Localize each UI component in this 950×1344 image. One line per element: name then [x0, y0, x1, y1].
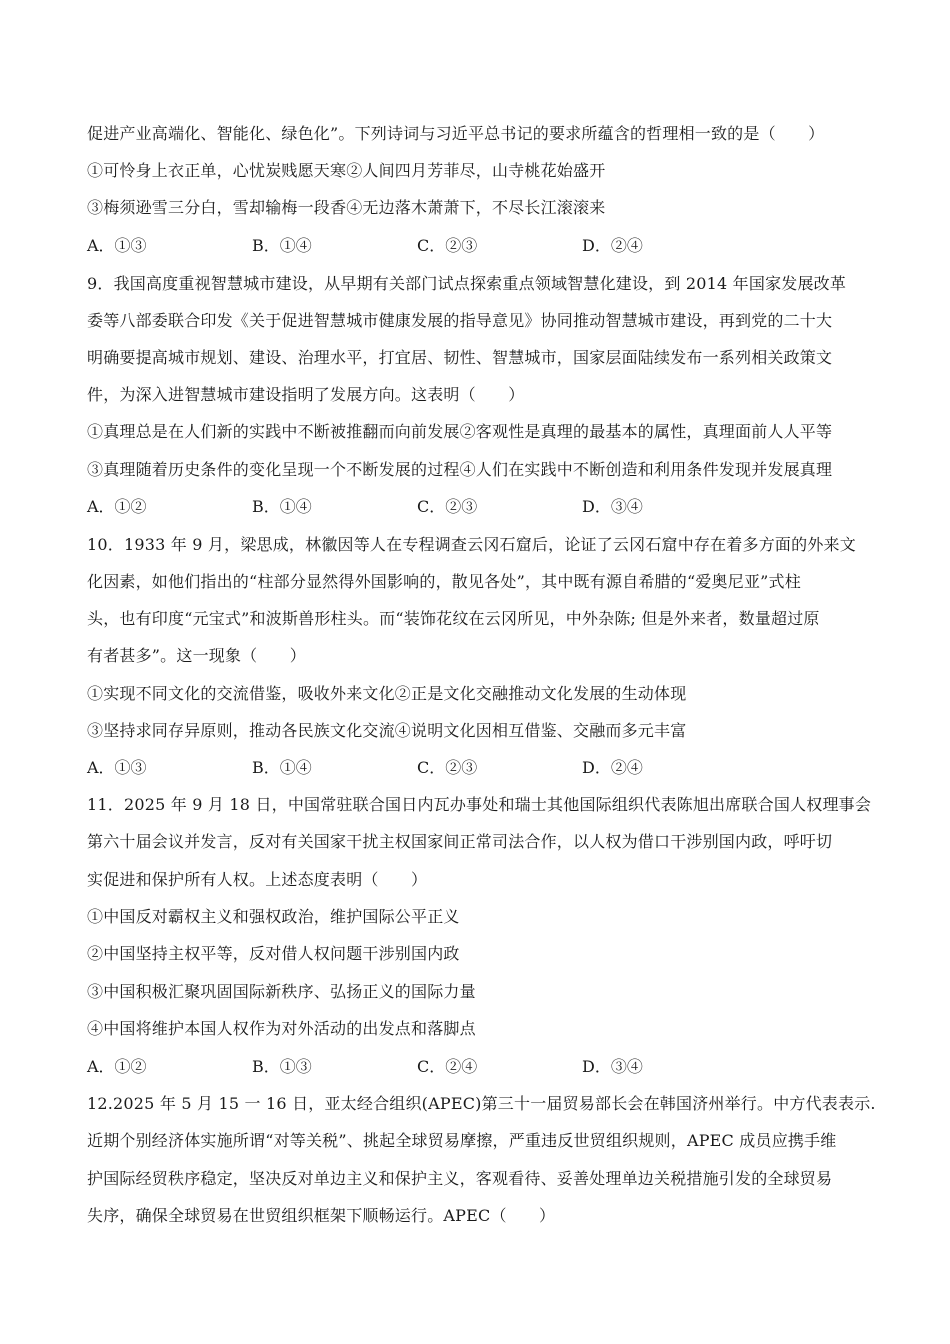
q9-stem-line: 9．我国高度重视智慧城市建设，从早期有关部门试点探索重点领域智慧化建设，到 2014 年国家发展改革	[87, 274, 847, 293]
q11-choice: ③中国积极汇聚巩固国际新秩序、弘扬正义的国际力量	[87, 982, 476, 1001]
q9-stem-line: 委等八部委联合印发《关于促进智慧城市健康发展的指导意见》协同推动智慧城市建设，再到党的二十大	[87, 311, 833, 330]
q10-stem-line: 头，也有印度“元宝式”和波斯兽形柱头。而“装饰花纹在云冈所见，中外杂陈; 但是外来者，数量超过原	[87, 609, 820, 628]
q11-choice: ①中国反对霸权主义和强权政治，维护国际公平正义	[87, 907, 460, 926]
q11-stem-line: 11．2025 年 9 月 18 日，中国常驻联合国日内瓦办事处和瑞士其他国际组织代表陈旭出席联合国人权理事会	[87, 795, 872, 814]
q9-option-d[interactable]: D．③④	[582, 497, 643, 516]
q11-option-c[interactable]: C．②④	[417, 1057, 478, 1076]
q8-option-d[interactable]: D．②④	[582, 236, 643, 255]
q9-option-a[interactable]: A．①②	[87, 497, 147, 516]
q9-option-b[interactable]: B．①④	[252, 497, 312, 516]
q8-stem: 促进产业高端化、智能化、绿色化”。下列诗词与习近平总书记的要求所蕴含的哲理相一致的是（ ）	[87, 124, 825, 143]
q11-stem-line: 第六十届会议并发言，反对有关国家干扰主权国家间正常司法合作，以人权为借口干涉别国内政，呼吁切	[87, 832, 833, 851]
q11-choice: ④中国将维护本国人权作为对外活动的出发点和落脚点	[87, 1019, 476, 1038]
q12-stem-line: 护国际经贸秩序稳定，坚决反对单边主义和保护主义，客观看待、妥善处理单边关税措施引发的全球贸易	[87, 1169, 833, 1188]
q11-option-a[interactable]: A．①②	[87, 1057, 147, 1076]
q12-stem-line: 失序，确保全球贸易在世贸组织框架下顺畅运行。APEC（ ）	[87, 1206, 556, 1225]
q8-choices-2: ③梅须逊雪三分白，雪却输梅一段香④无边落木萧萧下，不尽长江滚滚来	[87, 198, 606, 217]
q10-stem-line: 化因素，如他们指出的“柱部分显然得外国影响的，散见各处”，其中既有源自希腊的“爱奥尼亚”式柱	[87, 572, 801, 591]
q8-option-a[interactable]: A．①③	[87, 236, 147, 255]
q10-choices-1: ①实现不同文化的交流借鉴，吸收外来文化②正是文化交融推动文化发展的生动体现	[87, 684, 687, 703]
q9-choices-1: ①真理总是在人们新的实践中不断被推翻而向前发展②客观性是真理的最基本的属性，真理面前人人平等	[87, 422, 833, 441]
q12-stem-line: 12.2025 年 5 月 15 一 16 日，亚太经合组织(APEC)第三十一届贸易部长会在韩国济州举行。中方代表表示.	[87, 1094, 876, 1113]
q11-option-d[interactable]: D．③④	[582, 1057, 643, 1076]
q11-choice: ②中国坚持主权平等，反对借人权问题干涉别国内政	[87, 944, 460, 963]
q12-stem-line: 近期个别经济体实施所谓“对等关税”、挑起全球贸易摩擦，严重违反世贸组织规则，APEC 成员应携手维	[87, 1131, 837, 1150]
q10-option-b[interactable]: B．①④	[252, 758, 312, 777]
q8-choices-1: ①可怜身上衣正单，心忧炭贱愿天寒②人间四月芳菲尽，山寺桃花始盛开	[87, 161, 606, 180]
q10-choices-2: ③坚持求同存异原则，推动各民族文化交流④说明文化因相互借鉴、交融而多元丰富	[87, 721, 687, 740]
q10-stem-line: 有者甚多”。这一现象（ ）	[87, 646, 306, 665]
q11-stem-line: 实促进和保护所有人权。上述态度表明（ ）	[87, 870, 428, 889]
q10-option-a[interactable]: A．①③	[87, 758, 147, 777]
q11-option-b[interactable]: B．①③	[252, 1057, 312, 1076]
q10-option-d[interactable]: D．②④	[582, 758, 643, 777]
q10-stem-line: 10．1933 年 9 月，梁思成，林徽因等人在专程调查云冈石窟后，论证了云冈石窟中存在着多方面的外来文	[87, 535, 856, 554]
q9-option-c[interactable]: C．②③	[417, 497, 478, 516]
q10-option-c[interactable]: C．②③	[417, 758, 478, 777]
q9-choices-2: ③真理随着历史条件的变化呈现一个不断发展的过程④人们在实践中不断创造和利用条件发现并发展真理	[87, 460, 833, 479]
q8-option-b[interactable]: B．①④	[252, 236, 312, 255]
q8-option-c[interactable]: C．②③	[417, 236, 478, 255]
q9-stem-line: 件，为深入进智慧城市建设指明了发展方向。这表明（ ）	[87, 385, 525, 404]
q9-stem-line: 明确要提高城市规划、建设、治理水平，打宜居、韧性、智慧城市，国家层面陆续发布一系列相关政策文	[87, 348, 833, 367]
